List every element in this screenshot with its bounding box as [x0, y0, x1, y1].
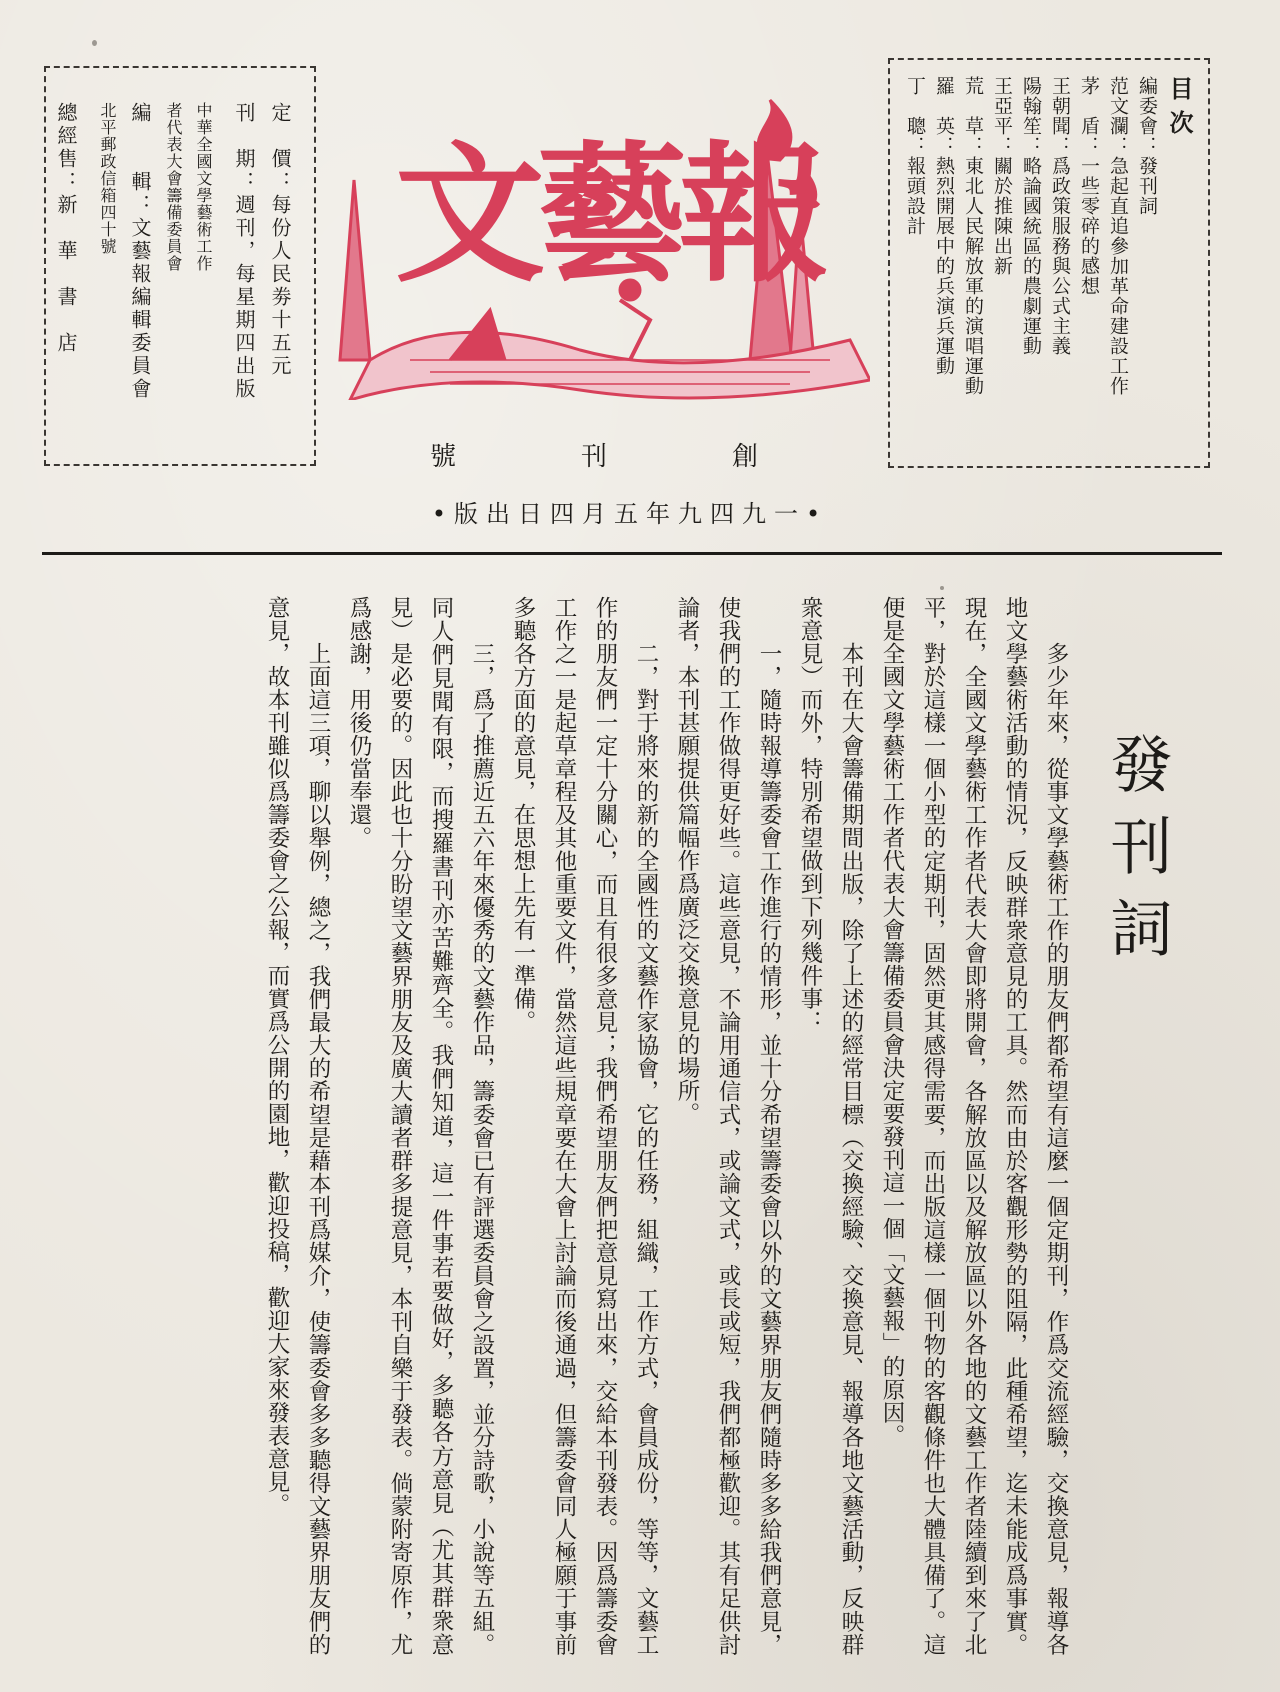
toc-item: 王朝聞：爲政策服務與公式主義: [1049, 76, 1071, 356]
article-paragraph: 多少年來，從事文學藝術工作的朋友們都希望有這麼一個定期刊，作爲交流經驗，交換意見，報導各地文學藝術活動的情況，反映群衆意見的工具。然而由於客觀形勢的阻隔，此種希望，迄未能成爲事實。現在，全國文學藝術工作者代表大會即將開會，各解放區以及解放區以外各地的文藝工作者陸續到來了北平，對於這樣一個小型的定期刊，固然更其感得需要，而出版這樣一個刊物的客觀條件也大體具備了。這便是全國文學藝術工作者代表大會籌備委員會決定要發刊這一個「文藝報」的原因。: [879, 596, 1069, 1656]
ink-speck: [92, 40, 97, 46]
address-line: 北平郵政信箱四十號: [98, 102, 117, 255]
toc-item: 荒 草：東北人民解放軍的演唱運動: [962, 76, 984, 396]
toc-title: 目次: [1165, 76, 1194, 144]
issue-char: 號: [430, 442, 459, 472]
masthead-title: 文藝報: [394, 127, 821, 303]
toc-item: 編委會：發刊詞: [1136, 76, 1158, 216]
distributor-line: 總經售：新 華 書 店: [54, 102, 78, 355]
masthead: [330, 60, 870, 400]
issue-char: 刊: [580, 442, 609, 472]
article-paragraph: 本刊在大會籌備期間出版，除了上述的經常目標（交換經驗、交換意見、報導各地文藝活動，反映群衆意見）而外，特別希望做到下列幾件事：: [797, 596, 864, 1656]
toc-item: 丁 聰：報頭設計: [904, 76, 926, 236]
table-of-contents: [888, 58, 1210, 468]
publish-date: •一九四九年五月四日出版•: [431, 500, 829, 528]
ink-speck: [940, 586, 944, 590]
article-paragraph: 上面這三項，聊以舉例，總之，我們最大的希望是藉本刊爲媒介，使籌委會多多聽得文藝界朋友們的意見，故本刊雖似爲籌委會之公報，而實爲公開的園地，歡迎投稿，歡迎大家來發表意見。: [264, 596, 331, 1656]
article-heading: 發刊詞: [1100, 732, 1173, 978]
toc-item: 陽翰笙：略論國統區的農劇運動: [1020, 76, 1042, 356]
article-paragraph: 二，對于將來的新的全國性的文藝作家協會，它的任務，組織，工作方式，會員成份，等等，文藝工作的朋友們一定十分關心，而且有很多意見；我們希望朋友們把意見寫出來，交給本刊發表。因爲籌委會工作之一是起草章程及其他重要文件，當然這些規章要在大會上討論而後通過，但籌委會同人極願于事前多聽各方面的意見，在思想上先有一準備。: [510, 596, 659, 1656]
issue-char: 創: [731, 442, 760, 472]
issue-label: [430, 436, 760, 473]
org-line-2: 者代表大會籌備委員會: [164, 102, 183, 272]
toc-item: 王亞平：關於推陳出新: [991, 76, 1013, 276]
org-line-1: 中華全國文學藝術工作: [194, 102, 213, 272]
publication-info-box: [44, 66, 316, 466]
price-line: 定 價：每份人民劵十五元: [268, 102, 292, 378]
section-divider: [42, 552, 1222, 555]
editor-line: 編 輯：文藝報編輯委員會: [128, 102, 152, 401]
toc-item: 茅 盾：一些零碎的感想: [1078, 76, 1100, 296]
article-paragraph: 三，爲了推薦近五六年來優秀的文藝作品，籌委會已有評選委員會之設置，並分詩歌，小說等五組。同人們見聞有限，而搜羅書刊亦苦難齊全。我們知道，這一件事若要做好，多聽各方意見（尤其群衆意見）是必要的。因此也十分盼望文藝界朋友及廣大讀者群多提意見，本刊自樂于發表。倘蒙附寄原作，尤爲感謝，用後仍當奉還。: [346, 596, 495, 1656]
toc-item: 羅 英：熱烈開展中的兵演兵運動: [933, 76, 955, 376]
toc-item: 范文瀾：急起直追參加革命建設工作: [1107, 76, 1129, 396]
article-paragraph: 一，隨時報導籌委會工作進行的情形，並十分希望籌委會以外的文藝界朋友們隨時多多給我們意見，使我們的工作做得更好些。這些意見，不論用通信式，或論文式，或長或短，我們都極歡迎。其有足供討論者，本刊甚願提供篇幅作爲廣泛交換意見的場所。: [674, 596, 782, 1656]
period-line: 刊 期：週刊，每星期四出版: [232, 102, 256, 401]
article-body: [96, 596, 1076, 1656]
